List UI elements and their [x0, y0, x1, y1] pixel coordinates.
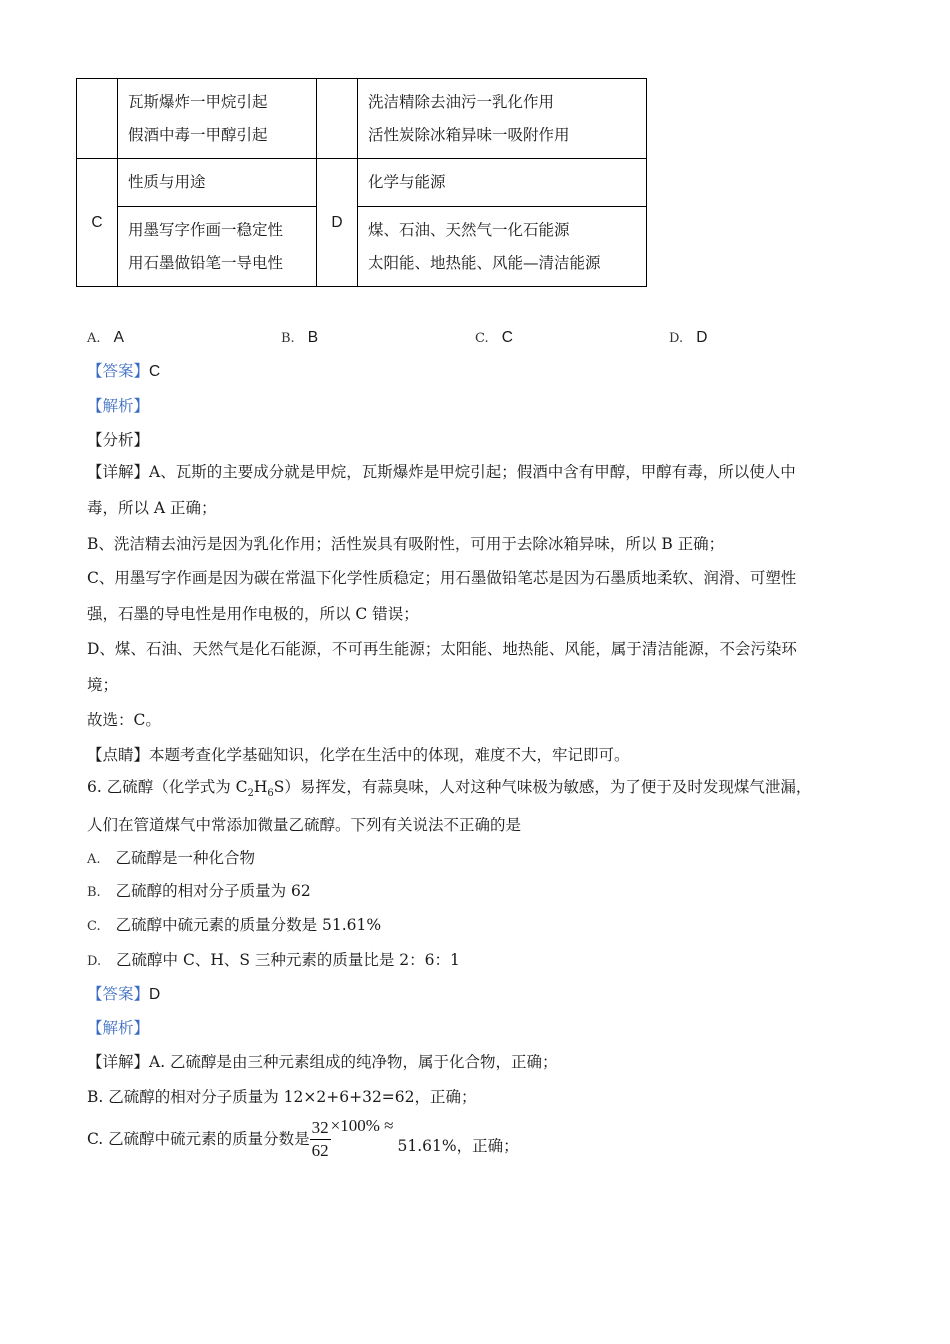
table-row	[77, 207, 647, 287]
table-cell	[358, 207, 647, 287]
q6-detail-c-line	[87, 1116, 519, 1162]
answer-tag: 【答案】	[87, 362, 150, 380]
table-cell	[118, 207, 317, 287]
option-c	[475, 327, 513, 347]
table-cell	[118, 79, 317, 159]
table-label: C	[77, 159, 118, 287]
q5-detail-line: 【详解】A、瓦斯的主要成分就是甲烷，瓦斯爆炸是甲烷引起；假酒中含有甲醇，甲醇有毒，所以使人中	[87, 463, 796, 481]
q6-detail-line: B. 乙硫醇的相对分子质量为 12×2+6+32=62，正确；	[87, 1088, 477, 1106]
option-letter: A.	[87, 331, 101, 346]
table-line: 煤、石油、天然气一化石能源	[368, 220, 570, 239]
fraction	[310, 1117, 331, 1162]
table-head-cell: 化学与能源	[358, 159, 647, 207]
option-letter: C.	[87, 919, 101, 934]
subscript: 2	[247, 788, 254, 800]
option-letter: A.	[87, 852, 101, 867]
q6-stem-post: S）易挥发，有蒜臭味，人对这种气味极为敏感，为了便于及时发现煤气泄漏，	[273, 778, 812, 796]
option-b	[281, 327, 318, 347]
q5-choose: 故选：C。	[87, 711, 161, 729]
q5-detail-line: 强，石墨的导电性是用作电极的，所以 C 错误；	[87, 605, 419, 623]
q6-detail-c-pre: C. 乙硫醇中硫元素的质量分数是	[87, 1130, 310, 1148]
q6-answer	[87, 984, 160, 1005]
q6-detail-line: 【详解】A. 乙硫醇是由三种元素组成的纯净物，属于化合物，正确；	[87, 1053, 558, 1071]
q6-analysis-tag: 【解析】	[87, 1019, 150, 1037]
q5-detail-line: 毒，所以 A 正确；	[87, 499, 217, 517]
option-value: C	[501, 329, 513, 346]
option-letter: D.	[87, 954, 102, 969]
comparison-table	[76, 78, 647, 287]
table-head-cell: 性质与用途	[118, 159, 317, 207]
q5-detail-line: B、洗洁精去油污是因为乳化作用；活性炭具有吸附性，可用于去除冰箱异味，所以 B 正确；	[87, 535, 725, 553]
q6-stem-line	[87, 777, 811, 804]
option-text: 乙硫醇的相对分子质量为 62	[115, 882, 311, 900]
fraction-denominator: 62	[311, 1140, 329, 1160]
option-text: 乙硫醇中硫元素的质量分数是 51.61%	[115, 916, 382, 934]
option-text: 乙硫醇中 C、H、S 三种元素的质量比是 2：6：1	[116, 951, 460, 969]
q5-fenxi-tag: 【分析】	[87, 431, 150, 449]
answer-tag: 【答案】	[87, 985, 150, 1003]
table-line: 活性炭除冰箱异味一吸附作用	[368, 125, 570, 144]
table-row	[77, 159, 647, 207]
option-letter: C.	[475, 331, 489, 346]
q5-detail-line: 境；	[87, 676, 119, 694]
q5-answer	[87, 361, 160, 382]
q6-detail-c-post: 51.61%，正确；	[397, 1137, 519, 1155]
option-letter: D.	[669, 331, 684, 346]
table-cell	[358, 79, 647, 159]
q5-detail-line: D、煤、石油、天然气是化石能源，不可再生能源；太阳能、地热能、风能，属于清洁能源，不会污染环	[87, 640, 797, 658]
table-line: 用石墨做铅笔一导电性	[128, 253, 284, 272]
table-row	[77, 79, 647, 159]
table-label: D	[317, 159, 358, 287]
table-line: 洗洁精除去油污一乳化作用	[368, 92, 555, 111]
q5-analysis-tag: 【解析】	[87, 397, 150, 415]
q6-stem-pre: 6. 乙硫醇（化学式为 C	[87, 778, 248, 796]
q6-option-c	[87, 915, 381, 937]
option-d	[669, 327, 707, 347]
q6-option-a	[87, 848, 255, 870]
fraction-numerator: 32	[310, 1117, 331, 1140]
answer-value: D	[149, 986, 161, 1003]
table-cell-label-empty	[317, 79, 358, 159]
option-letter: B.	[281, 331, 295, 346]
table-line: 用墨写字作画一稳定性	[128, 220, 284, 239]
subscript: 6	[267, 788, 274, 800]
option-letter: B.	[87, 885, 101, 900]
q6-option-d	[87, 950, 460, 972]
q5-detail-line: C、用墨写字作画是因为碳在常温下化学性质稳定；用石墨做铅笔芯是因为石墨质地柔软、润滑、可塑性	[87, 569, 797, 587]
answer-value: C	[149, 363, 161, 380]
table-cell-label-empty	[77, 79, 118, 159]
table-line: 太阳能、地热能、风能—清洁能源	[368, 253, 601, 272]
option-value: B	[307, 329, 319, 346]
option-text: 乙硫醇是一种化合物	[115, 849, 255, 867]
option-value: A	[113, 329, 124, 346]
q6-stem-mid: H	[253, 778, 268, 796]
q5-dianjing: 【点睛】本题考查化学基础知识，化学在生活中的体现，难度不大，牢记即可。	[87, 746, 630, 764]
table-line: 假酒中毒一甲醇引起	[128, 125, 268, 144]
option-a	[87, 327, 124, 347]
option-value: D	[696, 329, 708, 346]
q6-stem-line: 人们在管道煤气中常添加微量乙硫醇。下列有关说法不正确的是	[87, 816, 522, 834]
q6-option-b	[87, 881, 311, 903]
formula-tail: ×100% ≈	[330, 1116, 394, 1135]
table-line: 瓦斯爆炸一甲烷引起	[128, 92, 268, 111]
